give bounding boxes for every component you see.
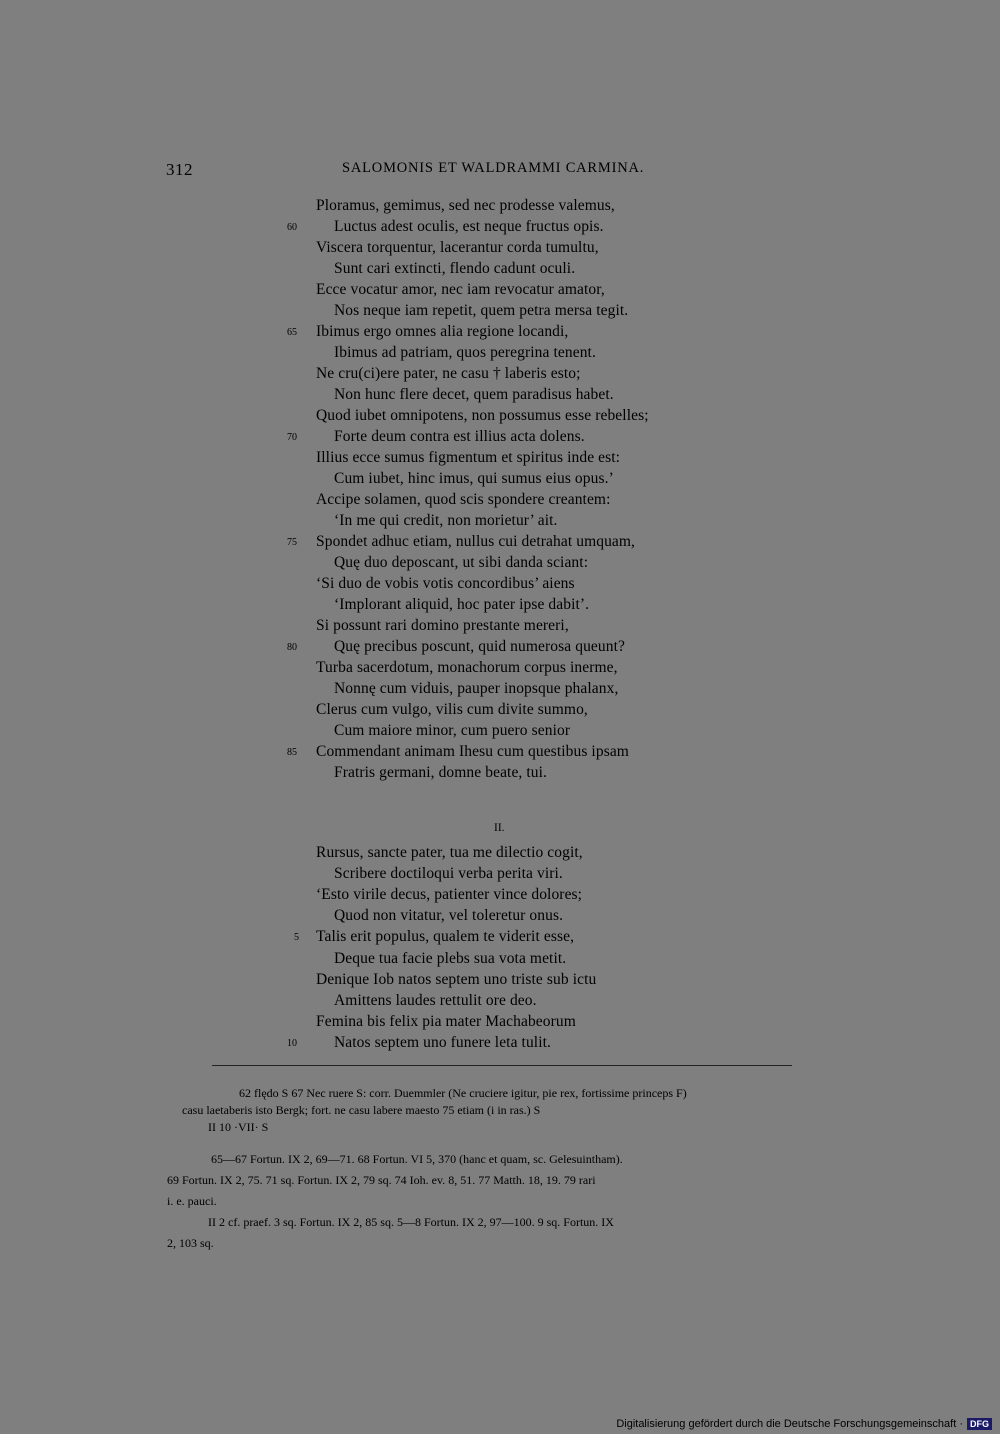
line-number: 85 (287, 747, 297, 758)
running-title: SALOMONIS ET WALDRAMMI CARMINA. (342, 160, 645, 176)
verse-line: ‘Implorant aliquid, hoc pater ipse dabit’. (334, 596, 590, 613)
line-number: 75 (287, 537, 297, 548)
verse-line: Quod iubet omnipotens, non possumus esse rebelles; (316, 407, 649, 424)
footnote-line: II 2 cf. praef. 3 sq. Fortun. IX 2, 85 sq. 5—8 Fortun. IX 2, 97—100. 9 sq. Fortun. IX (208, 1215, 614, 1229)
footnote-line: II 10 ·VII· S (208, 1120, 269, 1134)
page-number: 312 (166, 160, 193, 179)
footnote-line: i. e. pauci. (167, 1194, 217, 1208)
verse-line: Talis erit populus, qualem te viderit esse, (316, 928, 575, 946)
verse-line: Cum maiore minor, cum puero senior (334, 722, 571, 739)
footnote-line: 65—67 Fortun. IX 2, 69—71. 68 Fortun. VI 5, 370 (hanc et quam, sc. Gelesuintham). (211, 1152, 623, 1166)
verse-line: Ibimus ad patriam, quos peregrina tenent. (334, 344, 596, 361)
verse-line: Femina bis felix pia mater Machabeorum (316, 1012, 576, 1030)
verse-line: Clerus cum vulgo, vilis cum divite summo, (316, 701, 588, 718)
line-number: 70 (287, 432, 297, 443)
dfg-logo: DFG (967, 1418, 992, 1430)
verse-line: Quę precibus poscunt, quid numerosa queunt? (334, 638, 625, 655)
footnote-line: 2, 103 sq. (167, 1236, 214, 1250)
verse-line: Luctus adest oculis, est neque fructus opis. (334, 218, 604, 235)
verse-line: Deque tua facie plebs sua vota metit. (334, 949, 567, 967)
digitization-credit (616, 1418, 992, 1430)
verse-line: Cum iubet, hinc imus, qui sumus eius opus.’ (334, 470, 614, 487)
verse-line: Turba sacerdotum, monachorum corpus inerme, (316, 659, 618, 676)
verse-line: Rursus, sancte pater, tua me dilectio cogit, (316, 844, 583, 861)
verse-line: Accipe solamen, quod scis spondere creantem: (316, 491, 611, 508)
line-number: 60 (287, 222, 297, 233)
credit-text: Digitalisierung gefördert durch die Deutsche Forschungsgemeinschaft · (616, 1418, 963, 1430)
verse-line: Ploramus, gemimus, sed nec prodesse valemus, (316, 197, 615, 214)
footnote-line: 69 Fortun. IX 2, 75. 71 sq. Fortun. IX 2, 79 sq. 74 Ioh. ev. 8, 51. 77 Matth. 18, 19. 79 rari (167, 1173, 596, 1187)
verse-line: ‘Si duo de vobis votis concordibus’ aiens (316, 575, 575, 592)
verse-line: Quę duo deposcant, ut sibi danda sciant: (334, 554, 589, 571)
footnote-divider (212, 1065, 792, 1066)
verse-line: Forte deum contra est illius acta dolens. (334, 428, 585, 445)
line-number: 10 (287, 1037, 297, 1049)
line-number: 65 (287, 327, 297, 338)
verse-line: ‘Esto virile decus, patienter vince dolores; (316, 886, 583, 904)
verse-line: Nos neque iam repetit, quem petra mersa tegit. (334, 302, 629, 319)
verse-line: Spondet adhuc etiam, nullus cui detrahat umquam, (316, 533, 636, 550)
verse-line: Sunt cari extincti, flendo cadunt oculi. (334, 260, 576, 277)
verse-line: Commendant animam Ihesu cum questibus ipsam (316, 743, 629, 760)
verse-line: Quod non vitatur, vel toleretur onus. (334, 907, 564, 925)
verse-line: Natos septem uno funere leta tulit. (334, 1033, 551, 1051)
verse-line: Non hunc flere decet, quem paradisus habet. (334, 386, 614, 403)
verse-line: Ibimus ergo omnes alia regione locandi, (316, 323, 569, 340)
footnote-line: 62 flędo S 67 Nec ruere S: corr. Duemmler (Ne cruciere igitur, pie rex, fortissime princeps F) (239, 1086, 687, 1100)
footnote-line: casu laetaberis isto Bergk; fort. ne casu labere maesto 75 etiam (i in ras.) S (182, 1103, 541, 1117)
verse-line: Fratris germani, domne beate, tui. (334, 764, 548, 781)
verse-line: Amittens laudes rettulit ore deo. (334, 991, 537, 1009)
verse-line: Illius ecce sumus figmentum et spiritus inde est: (316, 449, 621, 466)
line-number: 5 (294, 932, 299, 944)
verse-line: Denique Iob natos septem uno triste sub ictu (316, 970, 597, 988)
section-number: II. (494, 822, 505, 834)
verse-line: Ne cru(ci)ere pater, ne casu † laberis esto; (316, 365, 581, 382)
verse-line: Scribere doctiloqui verba perita viri. (334, 865, 563, 883)
verse-line: ‘In me qui credit, non morietur’ ait. (334, 512, 558, 529)
verse-line: Nonnę cum viduis, pauper inopsque phalanx, (334, 680, 619, 697)
verse-line: Viscera torquentur, lacerantur corda tumultu, (316, 239, 599, 256)
line-number: 80 (287, 642, 297, 653)
verse-line: Si possunt rari domino prestante mereri, (316, 617, 569, 634)
verse-line: Ecce vocatur amor, nec iam revocatur amator, (316, 281, 605, 298)
